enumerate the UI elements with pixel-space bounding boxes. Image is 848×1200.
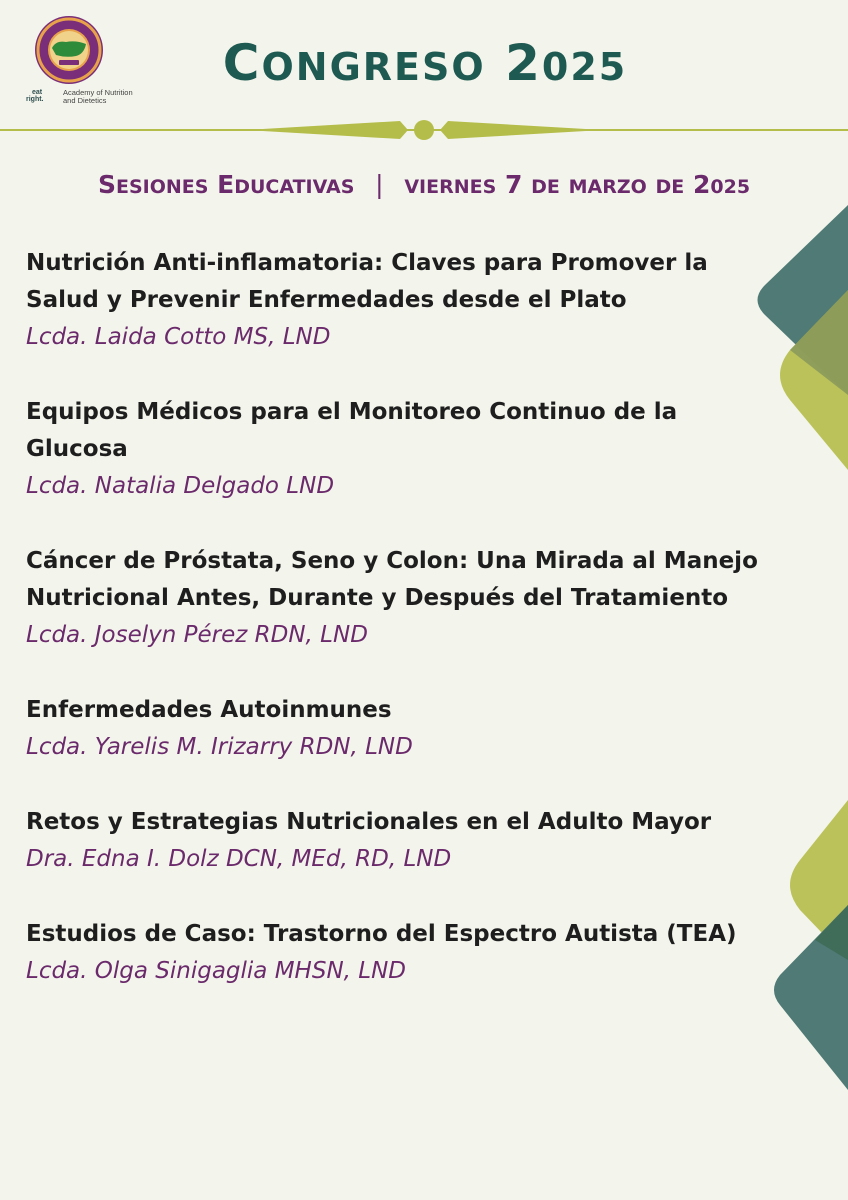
deco-olive-upper — [790, 290, 848, 395]
subtitle-date: VIERNES 7 DE MARZO DE 2025 — [404, 170, 751, 199]
session-title: Equipos Médicos para el Monitoreo Continuo de la Glucosa — [26, 399, 678, 462]
session-title: Retos y Estrategias Nutricionales en el Adulto Mayor — [26, 809, 712, 835]
event-subtitle — [0, 170, 848, 199]
session-speaker: Lcda. Yarelis M. Irizarry RDN, LND — [26, 734, 413, 760]
session-title: Cáncer de Próstata, Seno y Colon: Una Mirada al Manejo Nutricional Antes, Durante y Después del Tratamiento — [26, 548, 758, 611]
session-speaker: Dra. Edna I. Dolz DCN, MEd, RD, LND — [26, 846, 452, 872]
subtitle-separator: | — [375, 170, 384, 199]
deco-teal-upper — [758, 205, 848, 395]
session-title: Nutrición Anti-inflamatoria: Claves para Promover la Salud y Prevenir Enfermedades desde el Plato — [26, 250, 708, 313]
session-item — [26, 692, 766, 766]
eat-right-line1: eat — [32, 89, 43, 96]
session-item — [26, 543, 766, 654]
session-list — [26, 245, 766, 1028]
subtitle-left: SESIONES EDUCATIVAS — [97, 170, 355, 199]
session-item — [26, 804, 766, 878]
session-item — [26, 245, 766, 356]
session-speaker: Lcda. Natalia Delgado LND — [26, 473, 335, 499]
session-speaker: Lcda. Olga Sinigaglia MHSN, LND — [26, 958, 407, 984]
org-text-line2: and Dietetics — [63, 96, 107, 105]
deco-teal-lower — [774, 905, 848, 1090]
session-speaker: Lcda. Laida Cotto MS, LND — [26, 324, 331, 350]
page-title: CONGRESO 2025 — [222, 34, 628, 92]
org-text-line1: Academy of Nutrition — [63, 88, 133, 97]
eat-right-line2: right. — [26, 96, 44, 103]
divider-ornament — [0, 115, 848, 145]
org-text — [63, 89, 133, 105]
session-item — [26, 916, 766, 990]
session-item — [26, 394, 766, 505]
deco-green-lower — [790, 800, 848, 960]
session-speaker: Lcda. Joselyn Pérez RDN, LND — [26, 622, 368, 648]
deco-green-upper — [780, 290, 848, 470]
deco-olive-lower — [815, 905, 848, 960]
eat-right-logo — [26, 89, 44, 103]
session-title: Enfermedades Autoinmunes — [26, 697, 392, 723]
session-title: Estudios de Caso: Trastorno del Espectro Autista (TEA) — [26, 921, 737, 947]
